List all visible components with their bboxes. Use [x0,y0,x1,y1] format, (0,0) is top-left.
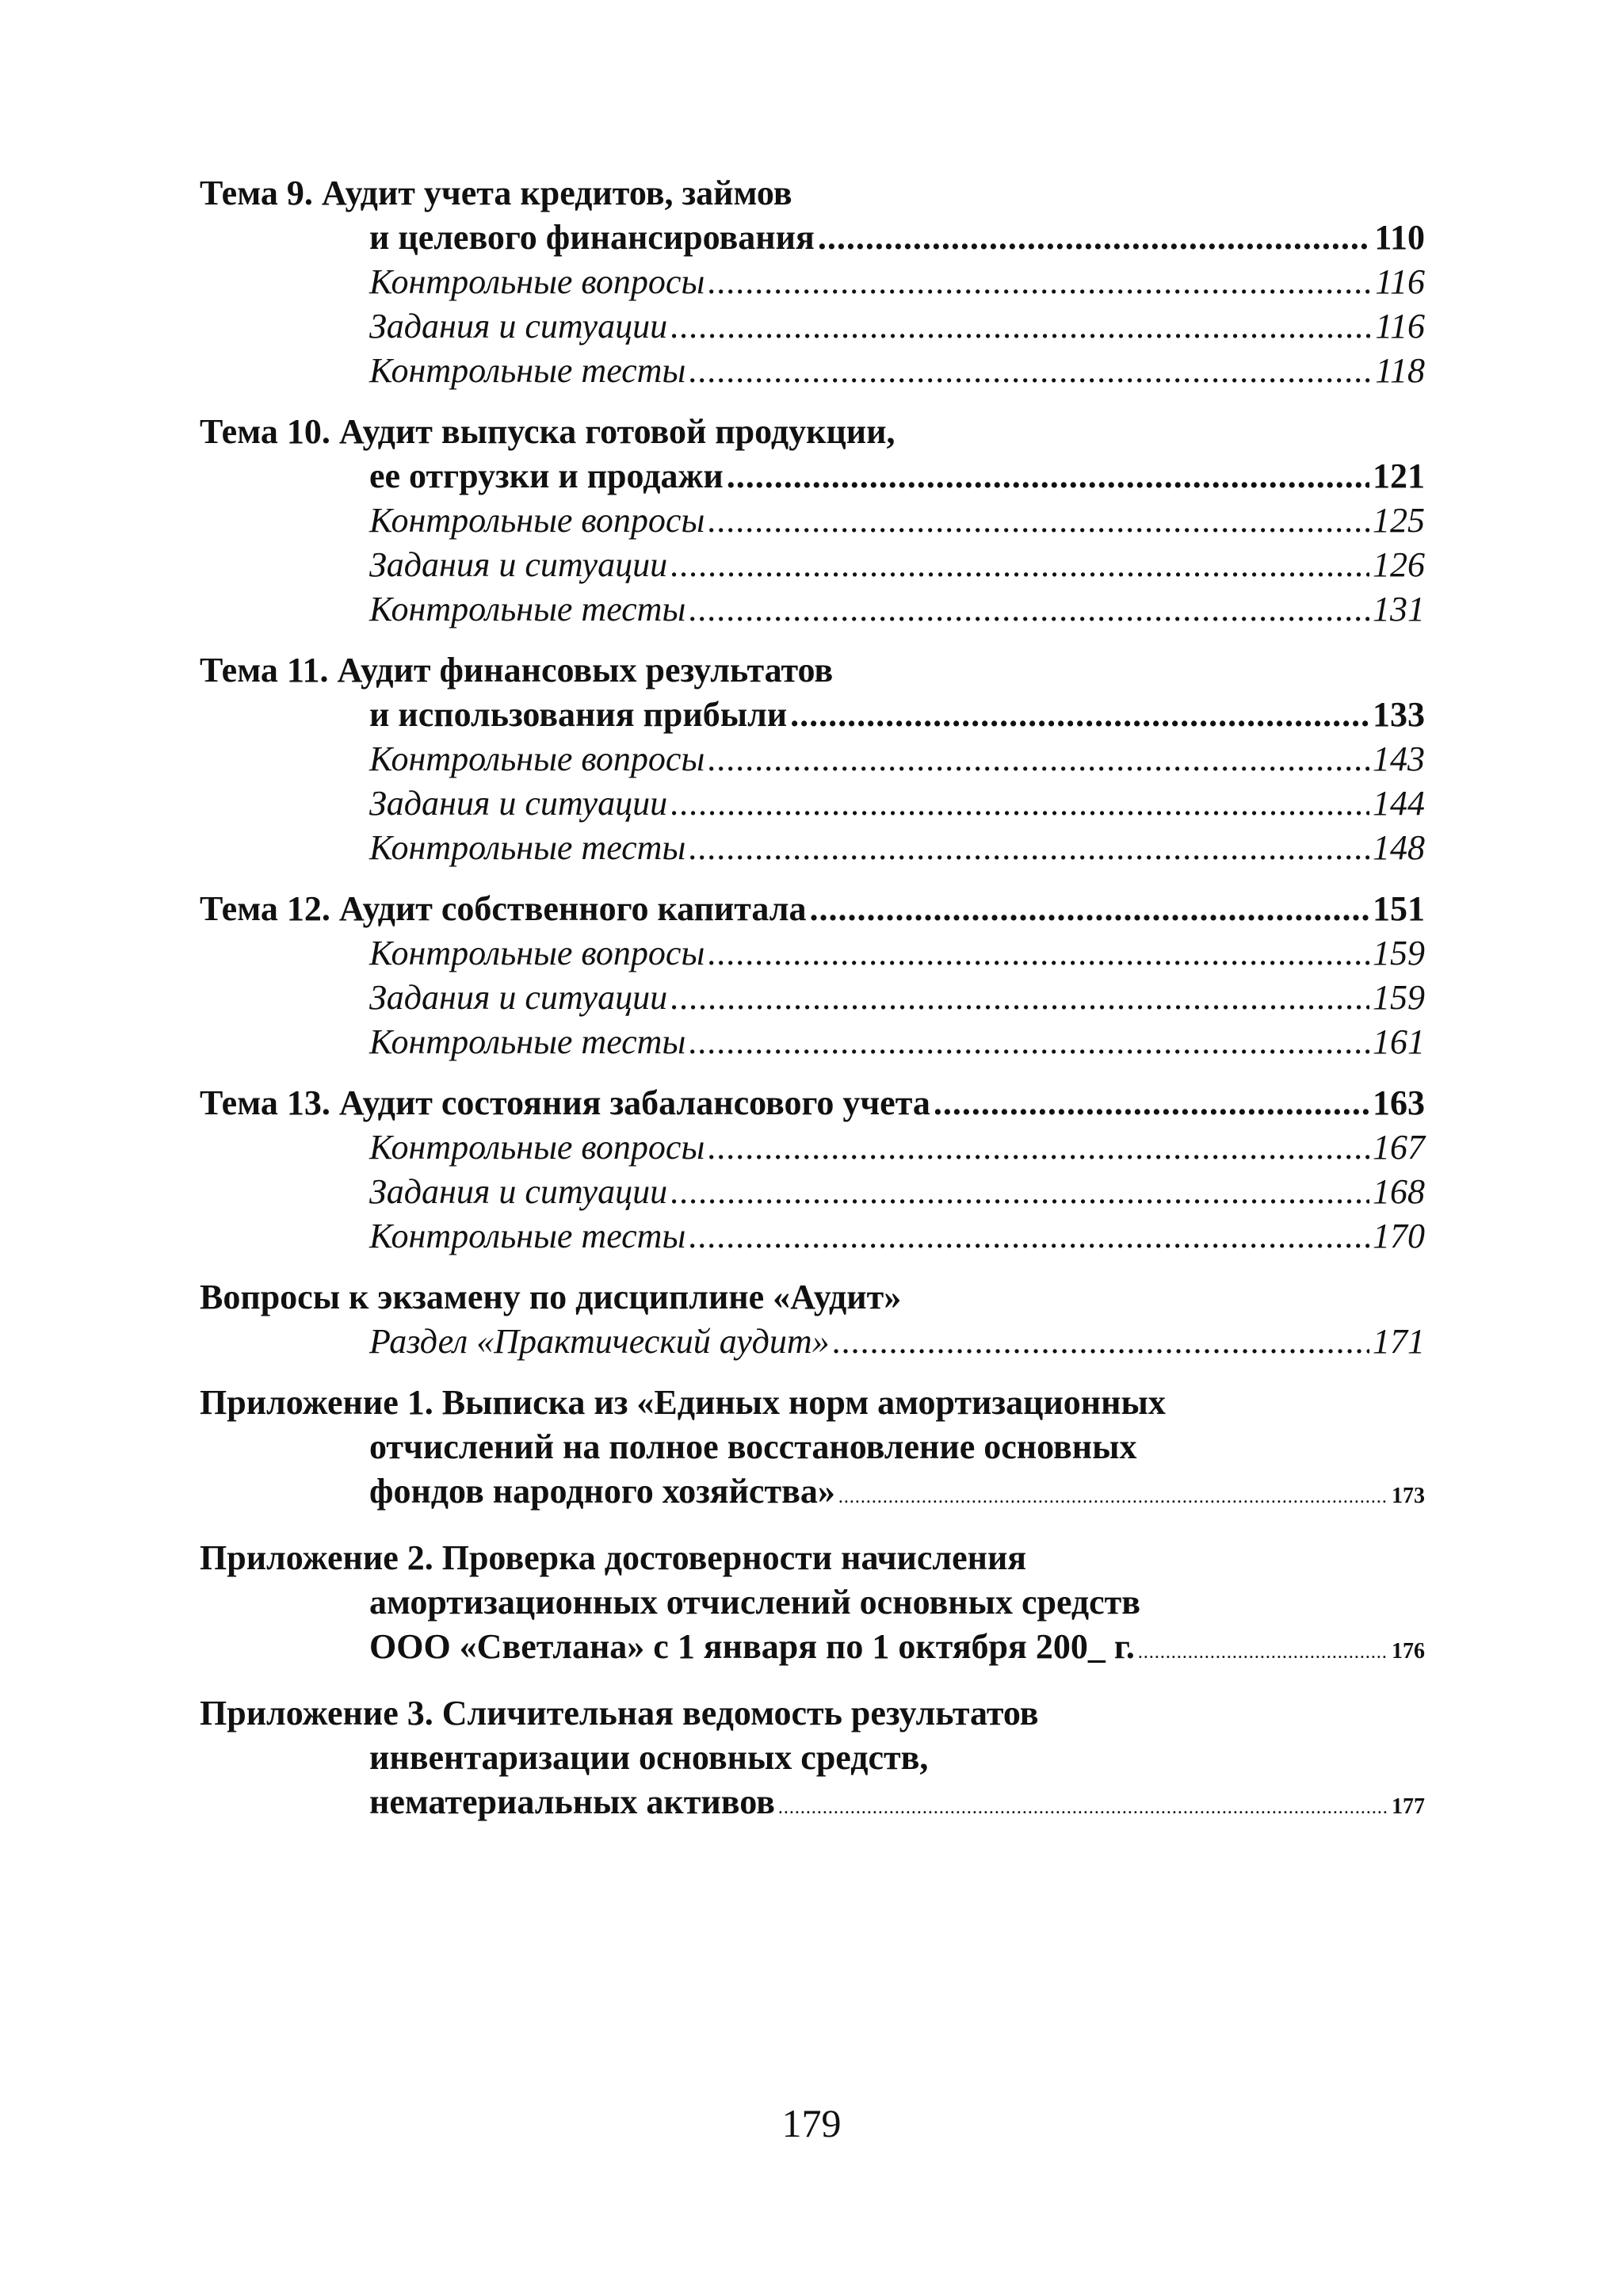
toc-heading-last-line[interactable] [200,1081,1425,1125]
toc-subitem-label: Контрольные тесты [369,590,686,628]
toc-page-number: 126 [1373,545,1425,584]
toc-heading[interactable] [200,1275,1425,1320]
toc-entry-appendix-2 [200,1536,1425,1675]
toc-entry-topic-9 [200,171,1425,393]
toc-entry-appendix-3 [200,1691,1425,1830]
toc-subitem[interactable] [200,499,1425,543]
dot-leader [670,304,1372,349]
toc-heading[interactable] [200,410,1425,454]
dot-leader [708,1125,1369,1170]
toc-heading-text: ООО «Светлана» с 1 января по 1 октября 200_ г. [369,1627,1135,1666]
toc-heading-text: и целевого финансирования [369,218,815,257]
toc-subitem[interactable] [200,1214,1425,1259]
toc-subitem-label: Контрольные вопросы [369,1128,705,1167]
toc-heading[interactable] [200,1536,1425,1580]
toc-page-number: 148 [1373,828,1425,867]
toc-subitem[interactable] [200,976,1425,1020]
toc-heading-text: нематериальных активов [369,1782,775,1821]
toc-subitem-label: Контрольные вопросы [369,262,705,301]
toc-heading[interactable] [200,648,1425,693]
toc-subitem[interactable] [200,1170,1425,1214]
toc-subitem-label: Задания и ситуации [369,1172,668,1211]
dot-leader [670,543,1369,587]
toc-subitem[interactable] [200,826,1425,870]
dot-leader [708,499,1369,543]
toc-entry-appendix-1 [200,1381,1425,1519]
toc-subitem-label: Контрольные тесты [369,1022,686,1061]
toc-page-number: 133 [1373,695,1425,734]
toc-subitem-label: Задания и ситуации [369,978,668,1017]
table-of-contents [200,171,1425,1847]
toc-page-number: 170 [1373,1217,1425,1255]
toc-page-number: 167 [1373,1128,1425,1167]
dot-leader [708,931,1369,976]
toc-heading-last-line[interactable] [200,693,1425,737]
toc-subitem[interactable] [200,931,1425,976]
toc-heading-text: Тема 12. Аудит собственного капитала [200,889,807,928]
toc-heading-text: амортизационных отчислений основных средств [369,1583,1141,1622]
toc-heading-text: и использования прибыли [369,695,788,734]
toc-heading-text: Тема 13. Аудит состояния забалансового учета [200,1083,930,1122]
toc-subitem-label: Задания и ситуации [369,784,668,823]
toc-page-number: 116 [1375,307,1425,346]
dot-leader [689,1020,1369,1064]
toc-subitem-label: Контрольные вопросы [369,739,705,778]
toc-heading-text: фондов народного хозяйства» [369,1472,835,1511]
toc-page-number: 125 [1373,501,1425,540]
dot-leader [778,1786,1388,1830]
toc-subitem[interactable] [200,737,1425,781]
toc-subitem[interactable] [200,1125,1425,1170]
toc-subitem-label: Контрольные вопросы [369,501,705,540]
toc-subitem-label: Контрольные тесты [369,351,686,390]
toc-heading-text: инвентаризации основных средств, [369,1738,929,1777]
toc-heading-text: отчислений на полное восстановление основных [369,1427,1137,1466]
toc-page-number: 131 [1373,590,1425,628]
dot-leader [689,587,1369,632]
dot-leader [670,781,1369,826]
dot-leader [1138,1630,1388,1675]
dot-leader [833,1320,1369,1364]
page-number: 179 [781,2101,842,2145]
toc-subitem-label: Контрольные тесты [369,1217,686,1255]
dot-leader [810,887,1370,931]
toc-entry-topic-13 [200,1081,1425,1259]
dot-leader [727,454,1369,499]
toc-subitem[interactable] [200,781,1425,826]
toc-subitem-label: Контрольные вопросы [369,934,705,972]
toc-subitem[interactable] [200,1320,1425,1364]
toc-subitem-label: Задания и ситуации [369,545,668,584]
toc-page-number: 121 [1373,457,1425,495]
toc-heading[interactable] [200,1580,1425,1625]
dot-leader [689,349,1372,393]
dot-leader [689,826,1369,870]
toc-heading-text: Тема 11. Аудит финансовых результатов [200,651,834,690]
toc-page-number: 110 [1374,218,1425,257]
dot-leader [838,1475,1388,1519]
toc-page-number: 151 [1373,889,1425,928]
toc-page-number: 168 [1373,1172,1425,1211]
toc-heading-last-line[interactable] [200,216,1425,260]
toc-page-number: 159 [1373,934,1425,972]
toc-heading[interactable] [200,1381,1425,1425]
toc-subitem-label: Раздел «Практический аудит» [369,1322,830,1361]
toc-page-number: 161 [1373,1022,1425,1061]
toc-heading-last-line[interactable] [200,1469,1425,1519]
dot-leader [708,737,1369,781]
toc-heading-last-line[interactable] [200,1780,1425,1830]
toc-heading-text: Тема 10. Аудит выпуска готовой продукции, [200,412,896,451]
toc-heading[interactable] [200,1691,1425,1736]
toc-page-number: 163 [1373,1083,1425,1122]
toc-page-number: 143 [1373,739,1425,778]
toc-heading-last-line[interactable] [200,454,1425,499]
toc-entry-exam-questions [200,1275,1425,1364]
dot-leader [689,1214,1369,1259]
toc-entry-topic-11 [200,648,1425,870]
toc-page-number: 173 [1392,1484,1425,1508]
toc-page-number: 159 [1373,978,1425,1017]
toc-page-number: 177 [1392,1794,1425,1819]
dot-leader [818,216,1372,260]
toc-subitem[interactable] [200,1020,1425,1064]
dot-leader [790,693,1369,737]
toc-heading[interactable] [200,171,1425,216]
toc-subitem[interactable] [200,260,1425,304]
toc-subitem[interactable] [200,349,1425,393]
toc-heading[interactable] [200,1736,1425,1780]
toc-subitem-label: Контрольные тесты [369,828,686,867]
toc-heading-last-line[interactable] [200,887,1425,931]
toc-page-number: 118 [1375,351,1425,390]
toc-subitem[interactable] [200,304,1425,349]
dot-leader [670,976,1369,1020]
toc-entry-topic-10 [200,410,1425,632]
toc-entry-topic-12 [200,887,1425,1064]
toc-heading-text: Приложение 1. Выписка из «Единых норм амортизационных [200,1383,1166,1422]
toc-subitem-label: Задания и ситуации [369,307,668,346]
toc-heading[interactable] [200,1425,1425,1469]
toc-heading-text: Вопросы к экзамену по дисциплине «Аудит» [200,1278,902,1316]
dot-leader [708,260,1372,304]
dot-leader [934,1081,1369,1125]
toc-heading-text: Приложение 2. Проверка достоверности начисления [200,1538,1027,1577]
toc-page-number: 144 [1373,784,1425,823]
toc-subitem[interactable] [200,587,1425,632]
dot-leader [670,1170,1369,1214]
toc-heading-text: Тема 9. Аудит учета кредитов, займов [200,174,792,212]
toc-heading-text: ее отгрузки и продажи [369,457,724,495]
toc-page-number: 116 [1375,262,1425,301]
toc-page-number: 176 [1392,1639,1425,1664]
toc-heading-text: Приложение 3. Сличительная ведомость результатов [200,1694,1039,1733]
toc-heading-last-line[interactable] [200,1625,1425,1675]
toc-page-number: 171 [1373,1322,1425,1361]
toc-subitem[interactable] [200,543,1425,587]
